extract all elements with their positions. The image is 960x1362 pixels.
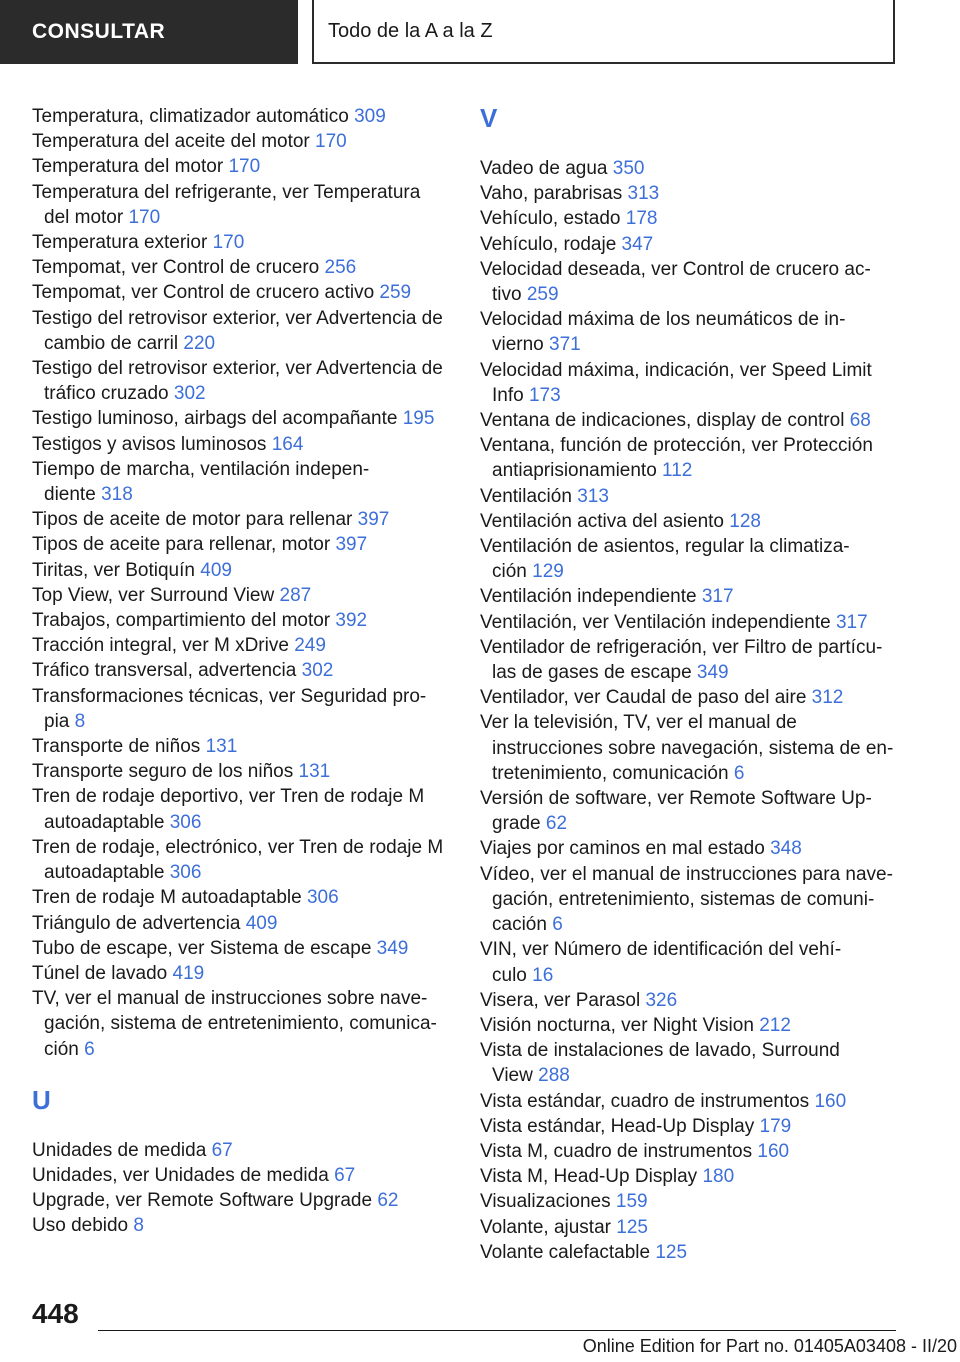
index-page-link[interactable]: 6 bbox=[84, 1038, 95, 1060]
index-entry-text: Tempomat, ver Control de crucero activo bbox=[32, 282, 375, 304]
index-page-link[interactable]: 62 bbox=[377, 1190, 399, 1212]
index-entry-text: Versión de software, ver Remote Software Up- bbox=[480, 788, 872, 810]
index-entry bbox=[480, 685, 880, 710]
index-entry-text: Velocidad máxima, indicación, ver Speed Limit bbox=[480, 359, 872, 381]
index-entry bbox=[480, 1189, 880, 1214]
index-entry-text: Visera, ver Parasol bbox=[480, 989, 641, 1011]
index-entry-text: Temperatura del motor bbox=[32, 156, 224, 178]
index-entry-text: Velocidad deseada, ver Control de crucero ac- bbox=[480, 258, 871, 280]
index-page-link[interactable]: 347 bbox=[621, 233, 654, 255]
index-entry bbox=[32, 280, 452, 305]
index-entry-text: Ventilación activa del asiento bbox=[480, 510, 724, 532]
index-entry-text: TV, ver el manual de instrucciones sobre nave- bbox=[32, 988, 428, 1010]
index-entry-text: Vista M, Head-Up Display bbox=[480, 1166, 698, 1188]
index-entry-text: autoadaptable bbox=[44, 862, 165, 884]
index-entry bbox=[480, 181, 880, 206]
footer-edition-text: Online Edition for Part no. 01405A03408 - II/20 bbox=[582, 1336, 957, 1356]
index-entry-text: diente bbox=[44, 484, 96, 506]
index-entry-text: vierno bbox=[492, 334, 544, 356]
index-page-link[interactable]: 317 bbox=[701, 586, 734, 608]
index-entry-text: Transporte de niños bbox=[32, 736, 201, 758]
index-entry-text: Temperatura del aceite del motor bbox=[32, 131, 310, 153]
index-page-link[interactable]: 6 bbox=[552, 914, 563, 936]
letter-spacer bbox=[32, 1114, 452, 1138]
index-entry-text: Velocidad máxima de los neumáticos de in- bbox=[480, 309, 846, 331]
index-page-link[interactable]: 16 bbox=[532, 964, 554, 986]
index-entry bbox=[32, 457, 452, 507]
index-entry bbox=[480, 862, 893, 938]
index-entry-text: Visión nocturna, ver Night Vision bbox=[480, 1014, 754, 1036]
index-entry-text: cambio de carril bbox=[44, 332, 179, 354]
page-header bbox=[0, 0, 960, 66]
index-entry bbox=[480, 1215, 880, 1240]
index-page-link[interactable]: 313 bbox=[627, 183, 660, 205]
index-entry-text: culo bbox=[492, 964, 527, 986]
index-entry bbox=[480, 534, 880, 584]
index-page-link[interactable]: 179 bbox=[759, 1115, 792, 1137]
index-entry bbox=[32, 608, 452, 633]
index-entry bbox=[480, 1139, 880, 1164]
index-page-link[interactable]: 302 bbox=[301, 660, 334, 682]
index-entry-text: Ventilación independiente bbox=[480, 586, 697, 608]
index-page-link[interactable]: 259 bbox=[526, 284, 559, 306]
index-entry bbox=[480, 584, 880, 609]
index-entry bbox=[480, 635, 883, 685]
index-entry bbox=[480, 988, 880, 1013]
index-entry bbox=[480, 786, 880, 836]
index-entry-text: Ver la televisión, TV, ver el manual de bbox=[480, 712, 797, 734]
index-entry-text: Vídeo, ver el manual de instrucciones para nave- bbox=[480, 863, 893, 885]
index-page-link[interactable]: 159 bbox=[615, 1191, 648, 1213]
index-entry bbox=[32, 356, 452, 406]
index-entry bbox=[32, 1188, 452, 1213]
index-entry bbox=[32, 936, 452, 961]
index-entry bbox=[32, 684, 452, 734]
index-entry-text: gación, sistema de entretenimiento, comunica- bbox=[44, 1013, 437, 1035]
index-entry-text: Ventana de indicaciones, display de control bbox=[480, 410, 845, 432]
index-entry bbox=[32, 180, 452, 230]
index-entry-text: del motor bbox=[44, 206, 124, 228]
index-page-link[interactable]: 125 bbox=[616, 1216, 648, 1238]
index-entry-text: VIN, ver Número de identificación del vehí- bbox=[480, 939, 842, 961]
index-page-link[interactable]: 160 bbox=[814, 1090, 847, 1112]
index-page-link[interactable]: 313 bbox=[577, 485, 609, 507]
index-page-link[interactable]: 371 bbox=[549, 334, 581, 356]
index-letter-heading: V bbox=[480, 103, 498, 133]
index-entry-text: Ventilador, ver Caudal de paso del aire bbox=[480, 687, 807, 709]
index-entry-text: Top View, ver Surround View bbox=[32, 584, 275, 606]
index-entry bbox=[480, 307, 880, 357]
index-entry bbox=[32, 961, 452, 986]
index-entry-text: Vista estándar, cuadro de instrumentos bbox=[480, 1090, 810, 1112]
index-page-link[interactable]: 349 bbox=[696, 662, 729, 684]
section-tab-consultar[interactable]: CONSULTAR bbox=[0, 0, 298, 64]
index-page-link[interactable]: 287 bbox=[279, 584, 312, 606]
index-entry bbox=[32, 1213, 452, 1238]
index-entry-text: Ventilador de refrigeración, ver Filtro de partícu- bbox=[480, 636, 883, 658]
index-page-link[interactable]: 220 bbox=[183, 332, 216, 354]
index-page-link[interactable]: 68 bbox=[849, 410, 871, 432]
index-page-link[interactable]: 350 bbox=[612, 158, 645, 179]
index-entry-text: Vehículo, rodaje bbox=[480, 233, 617, 255]
index-entry bbox=[480, 232, 880, 257]
index-entry bbox=[32, 885, 452, 910]
index-entry-text: Vista M, cuadro de instrumentos bbox=[480, 1140, 753, 1162]
index-page-link[interactable]: 125 bbox=[655, 1241, 688, 1263]
index-entry bbox=[32, 406, 452, 431]
index-entry bbox=[32, 129, 452, 154]
index-entry-text: Ventilación de asientos, regular la climatiza- bbox=[480, 536, 850, 558]
index-entry-text: antiaprisionamiento bbox=[492, 460, 657, 482]
index-page-link[interactable]: 6 bbox=[733, 762, 745, 784]
index-entry bbox=[32, 255, 452, 280]
index-page-link[interactable]: 170 bbox=[128, 206, 161, 228]
index-entry-text: Túnel de lavado bbox=[32, 962, 168, 984]
index-page-link[interactable]: 318 bbox=[101, 484, 133, 506]
index-column-right bbox=[480, 103, 894, 1265]
index-entry bbox=[480, 408, 880, 433]
index-page-link[interactable]: 409 bbox=[245, 912, 278, 934]
index-page-link[interactable]: 62 bbox=[545, 813, 568, 835]
index-page-link[interactable]: 306 bbox=[169, 862, 202, 884]
index-entry bbox=[480, 1089, 880, 1114]
index-entry-text: gación, entretenimiento, sistemas de comuni- bbox=[492, 888, 875, 910]
index-entry-text: Tracción integral, ver M xDrive bbox=[32, 635, 289, 657]
index-entry-text: Tiritas, ver Botiquín bbox=[32, 559, 195, 581]
index-page-link[interactable]: 195 bbox=[402, 408, 435, 430]
chapter-tab-a-to-z[interactable]: Todo de la A a la Z bbox=[312, 0, 895, 64]
index-entry-text: Temperatura del refrigerante, ver Temperatura bbox=[32, 181, 421, 203]
index-entry bbox=[32, 558, 452, 583]
index-page-link[interactable]: 288 bbox=[538, 1065, 570, 1087]
index-page-link[interactable]: 348 bbox=[770, 838, 802, 860]
index-page-link[interactable]: 8 bbox=[133, 1215, 144, 1237]
index-entry-text: Tren de rodaje M autoadaptable bbox=[32, 887, 302, 909]
index-entry-text: Tren de rodaje, electrónico, ver Tren de rodaje M bbox=[32, 836, 444, 858]
index-entry bbox=[32, 1163, 452, 1188]
index-page-link[interactable]: 178 bbox=[625, 208, 658, 230]
index-entry bbox=[32, 532, 452, 557]
index-entry-text: Transporte seguro de los niños bbox=[32, 761, 294, 783]
index-page-link[interactable]: 397 bbox=[357, 509, 390, 531]
index-entry-text: Tipos de aceite para rellenar, motor bbox=[32, 534, 331, 556]
index-page-link[interactable]: 419 bbox=[172, 962, 205, 984]
index-entry-text: Vista de instalaciones de lavado, Surround bbox=[480, 1040, 840, 1062]
index-entry bbox=[32, 507, 452, 532]
index-entry-text: Tren de rodaje deportivo, ver Tren de rodaje M bbox=[32, 786, 425, 808]
index-entry bbox=[480, 1114, 880, 1139]
index-entry-text: tivo bbox=[492, 284, 522, 306]
index-entry-text: Temperatura, climatizador automático bbox=[32, 106, 349, 127]
index-page-link[interactable]: 170 bbox=[228, 156, 261, 178]
index-entry-text: Volante calefactable bbox=[480, 1241, 651, 1263]
index-page-link[interactable]: 129 bbox=[532, 561, 564, 583]
index-page-link[interactable]: 128 bbox=[729, 510, 761, 532]
index-page-link[interactable]: 164 bbox=[271, 433, 304, 455]
index-entry-text: cación bbox=[492, 914, 547, 936]
index-entry bbox=[480, 156, 880, 181]
index-entry-text: Testigo del retrovisor exterior, ver Advertencia de bbox=[32, 358, 443, 380]
index-entry bbox=[480, 1038, 880, 1088]
index-entry bbox=[32, 104, 452, 129]
index-entry-text: Testigos y avisos luminosos bbox=[32, 433, 267, 455]
index-page-link[interactable]: 173 bbox=[528, 384, 561, 406]
index-entry bbox=[32, 154, 452, 179]
index-entry bbox=[480, 484, 880, 509]
index-entry bbox=[32, 633, 452, 658]
index-entry bbox=[32, 1138, 452, 1163]
index-entry-text: Ventilación, ver Ventilación independiente bbox=[480, 611, 831, 633]
index-page-link[interactable]: 180 bbox=[702, 1166, 735, 1188]
index-entry-text: Vista estándar, Head-Up Display bbox=[480, 1115, 755, 1137]
index-entry bbox=[480, 836, 880, 861]
index-entry-text: Vehículo, estado bbox=[480, 208, 621, 230]
index-page-link[interactable]: 170 bbox=[212, 232, 245, 254]
index-entry bbox=[32, 734, 452, 759]
index-page-link[interactable]: 8 bbox=[74, 710, 86, 732]
index-entry bbox=[32, 583, 452, 608]
index-entry bbox=[480, 1013, 880, 1038]
index-entry bbox=[32, 784, 452, 834]
index-page-link[interactable]: 306 bbox=[306, 887, 339, 909]
index-entry bbox=[32, 911, 452, 936]
index-entry-text: View bbox=[492, 1065, 533, 1087]
index-entry-text: ción bbox=[492, 561, 527, 583]
index-entry-text: Vaho, parabrisas bbox=[480, 183, 623, 205]
index-page-link[interactable]: 249 bbox=[294, 635, 326, 657]
index-page-link[interactable]: 302 bbox=[173, 383, 206, 405]
index-entry bbox=[480, 937, 880, 987]
index-page-link[interactable]: 397 bbox=[335, 534, 368, 556]
page-number: 448 bbox=[32, 1298, 79, 1329]
index-page-link[interactable]: 67 bbox=[211, 1139, 233, 1161]
index-entry bbox=[480, 358, 880, 408]
index-entry-text: Upgrade, ver Remote Software Upgrade bbox=[32, 1190, 373, 1212]
index-entry bbox=[32, 759, 452, 784]
index-page-link[interactable]: 392 bbox=[335, 610, 368, 632]
index-page-link[interactable]: 131 bbox=[298, 761, 331, 783]
index-entry-text: Unidades de medida bbox=[32, 1139, 207, 1161]
index-page-link[interactable]: 67 bbox=[334, 1164, 356, 1186]
index-page-link[interactable]: 312 bbox=[811, 687, 844, 709]
index-entry bbox=[480, 610, 880, 635]
index-entry bbox=[32, 658, 452, 683]
index-entry bbox=[480, 257, 880, 307]
index-page-link[interactable]: 256 bbox=[324, 257, 357, 279]
index-entry-text: Info bbox=[492, 384, 524, 406]
index-entry-text: Tráfico transversal, advertencia bbox=[32, 660, 297, 682]
index-page-link[interactable]: 306 bbox=[169, 811, 202, 833]
index-entry bbox=[480, 1240, 880, 1265]
index-entry-text: Volante, ajustar bbox=[480, 1216, 611, 1238]
index-entry-text: Tempomat, ver Control de crucero bbox=[32, 257, 320, 279]
index-entry-text: Testigo luminoso, airbags del acompañante bbox=[32, 408, 398, 430]
index-entry-text: Viajes por caminos en mal estado bbox=[480, 838, 765, 860]
index-entry-text: las de gases de escape bbox=[492, 662, 692, 684]
index-entry-text: grade bbox=[492, 813, 541, 835]
index-page-link[interactable]: 309 bbox=[354, 106, 386, 127]
index-entry-text: Tiempo de marcha, ventilación indepen- bbox=[32, 458, 370, 480]
index-entry-text: Vadeo de agua bbox=[480, 158, 608, 179]
index-page-link[interactable]: 259 bbox=[379, 282, 412, 304]
index-entry-text: Triángulo de advertencia bbox=[32, 912, 241, 934]
index-entry bbox=[32, 432, 452, 457]
index-entry-text: Tipos de aceite de motor para rellenar bbox=[32, 509, 353, 531]
index-page-link[interactable]: 160 bbox=[757, 1140, 790, 1162]
letter-spacer bbox=[480, 132, 880, 156]
index-entry-text: Tubo de escape, ver Sistema de escape bbox=[32, 937, 372, 959]
index-entry-text: Transformaciones técnicas, ver Seguridad pro- bbox=[32, 685, 427, 707]
index-entry-text: Temperatura exterior bbox=[32, 232, 208, 254]
index-letter-heading: U bbox=[32, 1084, 51, 1115]
index-page-link[interactable]: 170 bbox=[315, 131, 347, 153]
index-entry bbox=[32, 306, 452, 356]
footer-divider bbox=[98, 1330, 896, 1331]
index-page-link[interactable]: 317 bbox=[835, 611, 868, 633]
index-entry bbox=[32, 986, 452, 1062]
index-entry-text: Ventilación bbox=[480, 485, 572, 507]
index-entry-text: Trabajos, compartimiento del motor bbox=[32, 610, 331, 632]
index-entry-text: Unidades, ver Unidades de medida bbox=[32, 1164, 329, 1186]
index-entry bbox=[32, 835, 452, 885]
index-entry bbox=[32, 230, 452, 255]
index-entry-text: tráfico cruzado bbox=[44, 383, 169, 405]
index-entry-text: Visualizaciones bbox=[480, 1191, 611, 1213]
index-page-link[interactable]: 112 bbox=[662, 460, 693, 482]
index-entry-text: autoadaptable bbox=[44, 811, 165, 833]
index-entry bbox=[480, 710, 894, 786]
index-page-link[interactable]: 212 bbox=[759, 1014, 791, 1036]
index-entry bbox=[480, 206, 880, 231]
index-entry bbox=[480, 1164, 880, 1189]
index-entry bbox=[480, 433, 880, 483]
index-page-link[interactable]: 409 bbox=[200, 559, 232, 581]
index-page-link[interactable]: 349 bbox=[376, 937, 409, 959]
index-entry bbox=[480, 509, 880, 534]
index-entry-text: Ventana, función de protección, ver Protección bbox=[480, 435, 873, 457]
index-entry-text: ción bbox=[44, 1038, 79, 1060]
index-column-left bbox=[32, 104, 452, 1239]
index-page-link[interactable]: 131 bbox=[205, 736, 238, 758]
index-page-link[interactable]: 326 bbox=[645, 989, 678, 1011]
index-entry-text: instrucciones sobre navegación, sistema de en- bbox=[492, 737, 894, 759]
index-entry-text: tretenimiento, comunicación bbox=[492, 762, 729, 784]
index-entry-text: pia bbox=[44, 710, 70, 732]
index-entry-text: Uso debido bbox=[32, 1215, 129, 1237]
index-entry-text: Testigo del retrovisor exterior, ver Advertencia de bbox=[32, 307, 443, 329]
